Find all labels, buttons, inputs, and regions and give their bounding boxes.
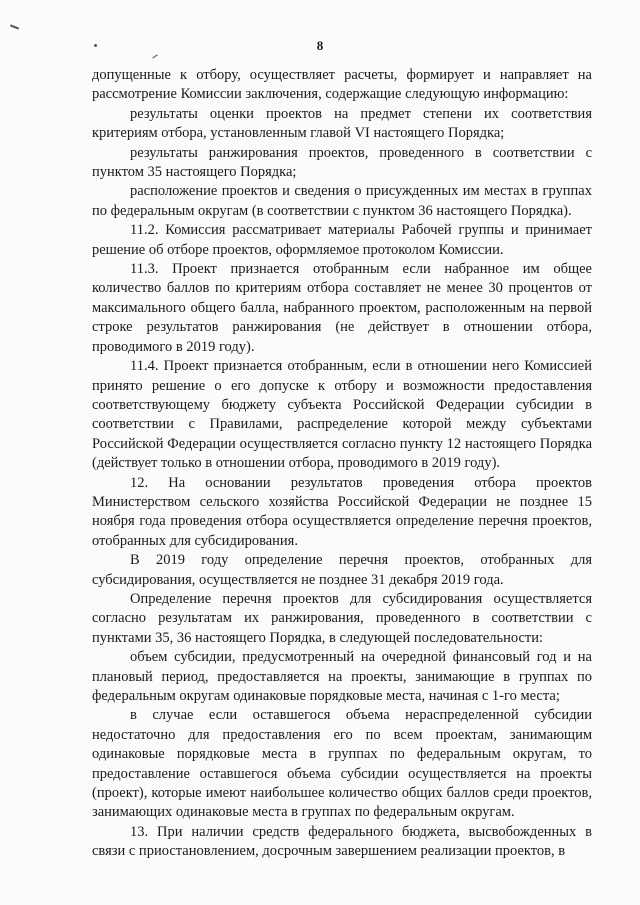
paragraph: результаты оценки проектов на предмет степени их соответствия критериям отбора, установленным главой VI настоящего Порядка; <box>92 105 592 142</box>
paragraph: результаты ранжирования проектов, проведенного в соответствии с пунктом 35 настоящего Порядка; <box>92 144 592 181</box>
paragraph: 13. При наличии средств федерального бюджета, высвобожденных в связи с приостановлением, досрочным завершением реализации проектов, в <box>92 823 592 860</box>
document-body <box>92 66 592 862</box>
paragraph: допущенные к отбору, осуществляет расчеты, формирует и направляет на рассмотрение Комиссии заключения, содержащие следующую информацию: <box>92 67 592 103</box>
paragraph: 11.3. Проект признается отобранным если набранное им общее количество баллов по критериям отбора составляет не менее 30 процентов от максимального общего балла, набранного проектом, расположенным на первой строке результатов ранжирования (не действует в отношении отбора, проводимого в 2019 году). <box>92 261 592 355</box>
paragraph: В 2019 году определение перечня проектов, отобранных для субсидирования, осуществляется не позднее 31 декабря 2019 года. <box>92 552 592 588</box>
paragraph: объем субсидии, предусмотренный на очередной финансовый год и на плановый период, предоставляется на проекты, занимающие в группах по федеральным округам одинаковые порядковые места, начиная с 1-го места; <box>92 649 592 704</box>
paragraph: расположение проектов и сведения о присужденных им местах в группах по федеральным округам (в соответствии с пунктом 36 настоящего Порядка). <box>92 183 592 219</box>
page-number: 8 <box>316 38 324 53</box>
scan-mark <box>152 54 157 58</box>
paragraph: 11.2. Комиссия рассматривает материалы Рабочей группы и принимает решение об отборе проектов, оформляемое протоколом Комиссии. <box>92 222 592 258</box>
scan-mark <box>10 24 19 29</box>
paragraph: Определение перечня проектов для субсидирования осуществляется согласно результатам их ранжирования, проведенного в соответствии с пунктами 35, 36 настоящего Порядка, в следующей последовательности: <box>92 590 592 646</box>
paragraph: 11.4. Проект признается отобранным, если в отношении него Комиссией принято решение о его допуске к отбору и возможности предоставления соответствующему бюджету субъекта Российской Федерации субсидии в соответствии с Правилами, распределение которой между субъектами Российской Федерации осуществляется согласно пункту 12 настоящего Порядка (действует только в отношении отбора, проводимого в 2019 году). <box>92 358 592 472</box>
paragraph: в случае если оставшегося объема нераспределенной субсидии недостаточно для предоставления его по всем проектам, занимающим одинаковые порядковые места в группах по федеральным округам, то предоставление оставшегося объема субсидии осуществляется на проекты (проект), которые имеют наибольшее количество общих баллов среди проектов, занимающих одинаковые места в группах по федеральным округам. <box>92 707 592 821</box>
paragraph: 12. На основании результатов проведения отбора проектов Министерством сельского хозяйства Российской Федерации не позднее 15 ноября года проведения отбора осуществляется определение перечня проектов, отобранных для субсидирования. <box>92 474 592 549</box>
